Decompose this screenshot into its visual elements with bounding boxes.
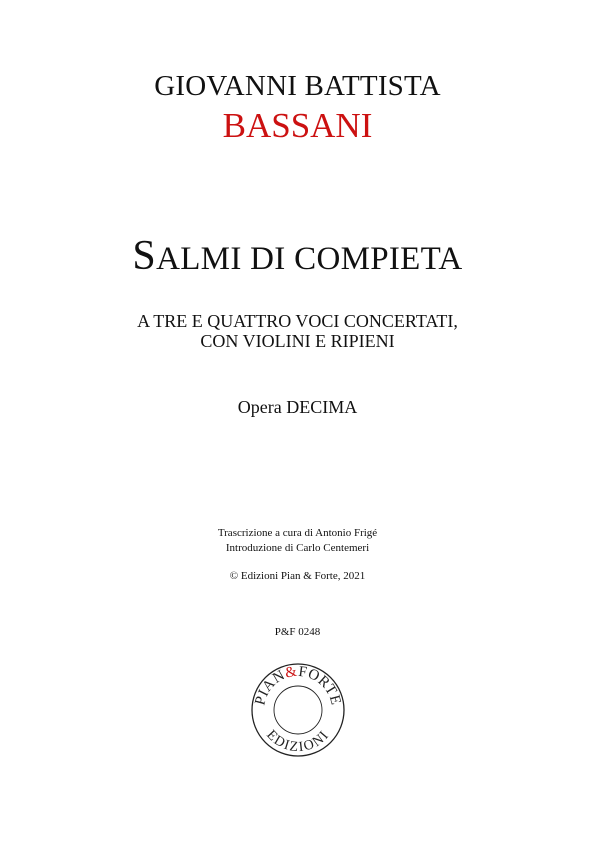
introduction-credit: Introduzione di Carlo Centemeri — [225, 542, 370, 554]
subtitle-line-2: CON VIOLINI E RIPIENI — [200, 331, 395, 351]
subtitle-line-1: A TRE E QUATTRO VOCI CONCERTATI, — [137, 311, 458, 331]
composer-surname: BASSANI — [222, 106, 373, 145]
copyright-notice: © Edizioni Pian & Forte, 2021 — [229, 570, 366, 582]
work-title-initial: S — [132, 233, 157, 279]
publisher-seal-logo — [250, 662, 346, 758]
transcription-credit: Trascrizione a cura di Antonio Frigé — [217, 527, 378, 539]
seal-top-text: PIAN&FORTE — [252, 663, 344, 707]
seal-inner-ring — [274, 686, 322, 734]
work-title-rest: ALMI DI COMPIETA — [156, 241, 463, 277]
composer-first-names: GIOVANNI BATTISTA — [154, 70, 441, 102]
catalog-number: P&F 0248 — [274, 626, 321, 638]
seal-bottom-text: EDIZIONI — [263, 727, 333, 756]
work-title — [0, 232, 595, 280]
opus-number: Opera DECIMA — [237, 397, 358, 417]
